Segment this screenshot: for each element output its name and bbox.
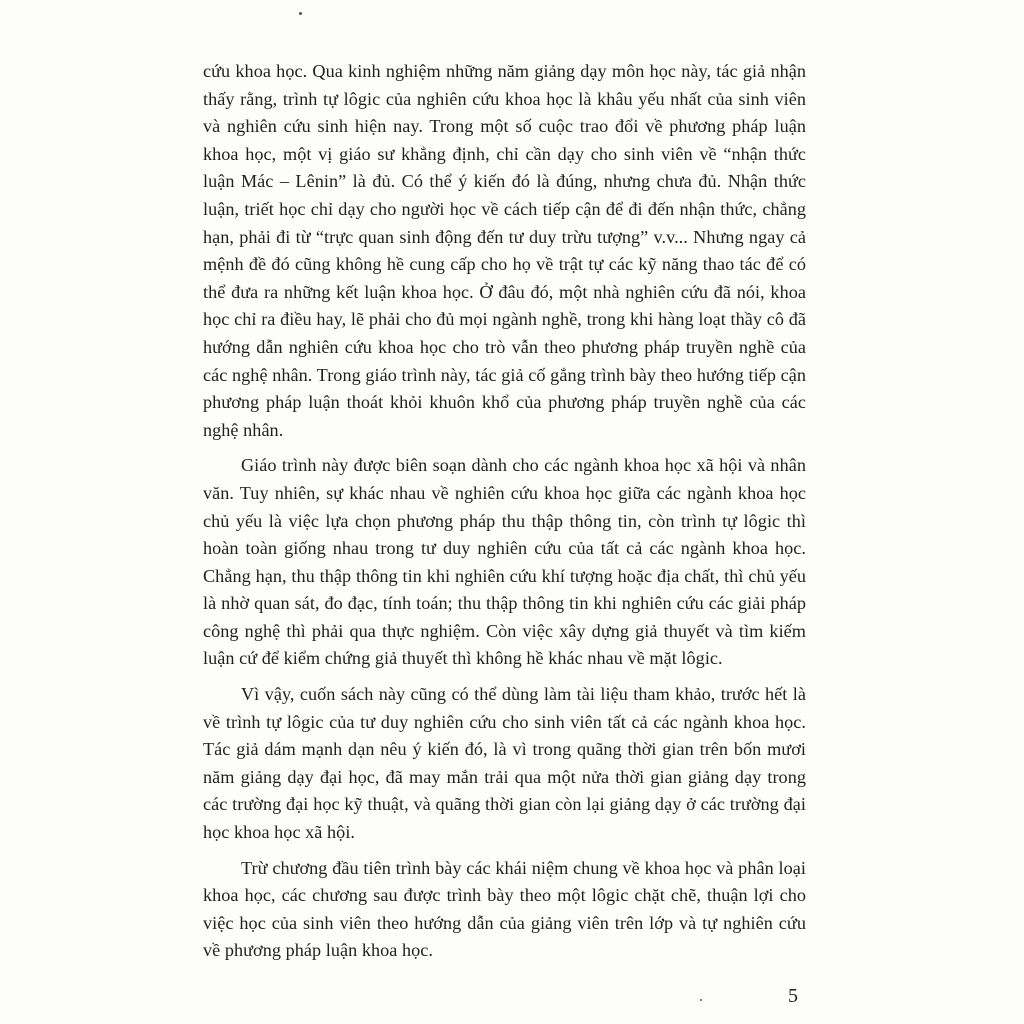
paragraph-4: Trừ chương đầu tiên trình bày các khái niệm chung về khoa học và phân loại khoa học, các chương sau được trình bày theo một lôgic chặt chẽ, thuận lợi cho việc học của sinh viên theo hướng dẫn của giảng viên trên lớp và tự nghiên cứu về phương pháp luận khoa học.: [203, 857, 806, 961]
print-speck: [299, 12, 302, 15]
body-text: [203, 58, 806, 973]
paragraph-3: Vì vậy, cuốn sách này cũng có thể dùng làm tài liệu tham khảo, trước hết là về trình tự lôgic của tư duy nghiên cứu cho sinh viên tất cả các ngành khoa học. Tác giả dám mạnh dạn nêu ý kiến đó, là vì trong quãng thời gian trên bốn mươi năm giảng dạy đại học, đã may mắn trải qua một nửa thời gian giảng dạy trong các trường đại học kỹ thuật, và quãng thời gian còn lại giảng dạy ở các trường đại học khoa học xã hội.: [203, 684, 806, 843]
page-number: 5: [788, 985, 798, 1007]
print-speck: [700, 999, 702, 1001]
paragraph-1: cứu khoa học. Qua kinh nghiệm những năm giảng dạy môn học này, tác giả nhận thấy rằng, trình tự lôgic của nghiên cứu khoa học là khâu yếu nhất của sinh viên và nghiên cứu sinh hiện nay. Trong một số cuộc trao đổi về phương pháp luận khoa học, một vị giáo sư khẳng định, chỉ cần dạy cho sinh viên về “nhận thức luận Mác – Lênin” là đủ. Có thể ý kiến đó là đúng, nhưng chưa đủ. Nhận thức luận, triết học chỉ dạy cho người học về cách tiếp cận để đi đến nhận thức, chẳng hạn, phải đi từ “trực quan sinh động đến tư duy trừu tượng” v.v... Nhưng ngay cả mệnh đề đó cũng không hề cung cấp cho họ về trật tự các kỹ năng thao tác để có thể đưa ra những kết luận khoa học. Ở đâu đó, một nhà nghiên cứu đã nói, khoa học chỉ ra điều hay, lẽ phải cho đủ mọi ngành nghề, trong khi hàng loạt thầy cô đã hướng dẫn nghiên cứu khoa học cho trò vẫn theo phương pháp truyền nghề của các nghệ nhân. Trong giáo trình này, tác giả cố gắng trình bày theo hướng tiếp cận phương pháp luận thoát khỏi khuôn khổ của phương pháp truyền nghề của các nghệ nhân.: [203, 61, 806, 440]
paragraph-2: Giáo trình này được biên soạn dành cho các ngành khoa học xã hội và nhân văn. Tuy nhiên, sự khác nhau về nghiên cứu khoa học giữa các ngành khoa học chủ yếu là việc lựa chọn phương pháp thu thập thông tin, còn trình tự lôgic thì hoàn toàn giống nhau trong tư duy nghiên cứu của tất cả các ngành khoa học. Chẳng hạn, thu thập thông tin khi nghiên cứu khí tượng hoặc địa chất, thì chủ yếu là nhờ quan sát, đo đạc, tính toán; thu thập thông tin khi nghiên cứu các giải pháp công nghệ thì phải qua thực nghiệm. Còn việc xây dựng giả thuyết và tìm kiếm luận cứ để kiểm chứng giả thuyết thì không hề khác nhau về mặt lôgic.: [203, 455, 806, 669]
